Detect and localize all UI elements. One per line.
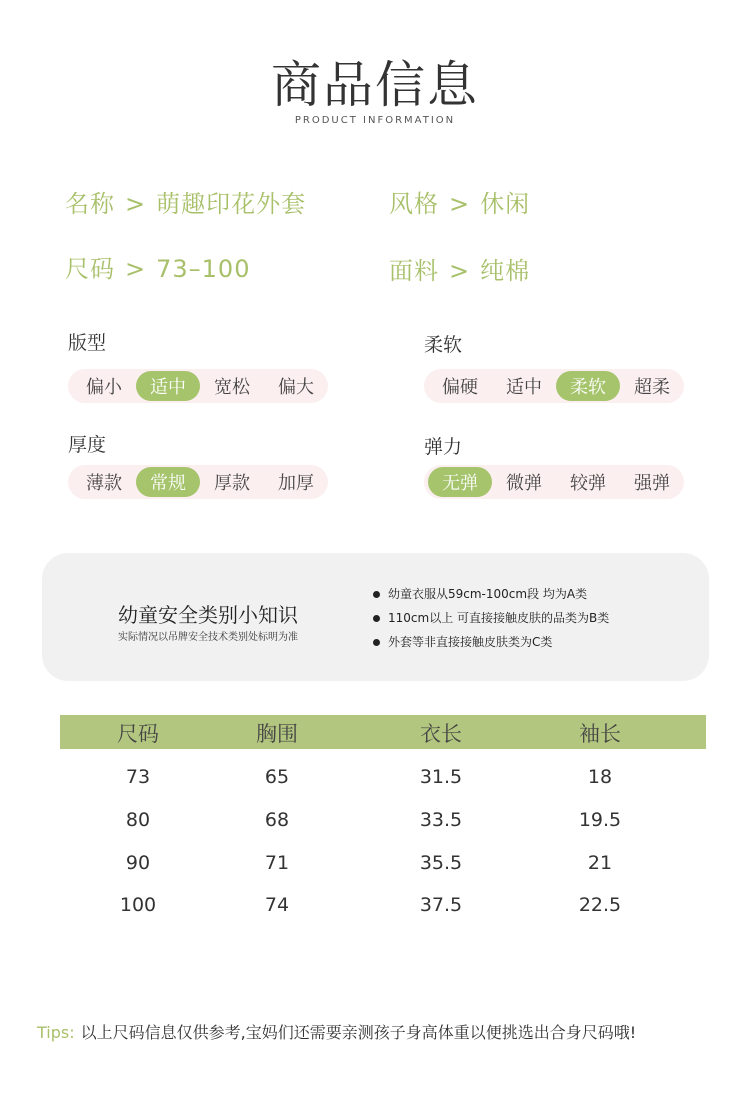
thickness-option[interactable]: 加厚 xyxy=(278,473,314,494)
elasticity-option[interactable]: 微弹 xyxy=(506,473,542,494)
fit-option[interactable]: 偏大 xyxy=(278,377,314,398)
size-table-header-cell: 尺码 xyxy=(117,722,159,746)
page-subtitle: PRODUCT INFORMATION xyxy=(294,115,456,126)
softness-option[interactable]: 偏硬 xyxy=(442,377,478,398)
size-table-cell: 22.5 xyxy=(578,894,622,916)
size-table-cell: 73 xyxy=(125,766,151,788)
thickness-label: 厚度 xyxy=(68,434,107,456)
info-fabric-sep: > xyxy=(449,257,471,285)
info-style-sep: > xyxy=(449,190,471,218)
size-table-cell: 71 xyxy=(264,852,290,874)
size-table-cell: 19.5 xyxy=(578,809,622,831)
size-table-cell: 68 xyxy=(264,809,290,831)
softness-option[interactable]: 超柔 xyxy=(634,377,670,398)
info-style-value: 休闲 xyxy=(480,190,531,218)
safety-subtitle: 实际情况以吊牌安全技术类别处标明为准 xyxy=(118,632,298,643)
size-table-cell: 37.5 xyxy=(419,894,463,916)
bullet-dot-icon xyxy=(373,591,380,598)
tips xyxy=(37,1020,636,1043)
size-table-cell: 35.5 xyxy=(419,852,463,874)
info-size xyxy=(65,249,250,284)
bullet-text: 幼童衣服从59cm-100cm段 均为A类 xyxy=(388,587,588,601)
elasticity-option[interactable]: 强弹 xyxy=(634,473,670,494)
bullet-item xyxy=(373,582,609,606)
size-table-cell: 100 xyxy=(119,894,157,916)
fit-option[interactable]: 适中 xyxy=(136,371,200,401)
bullet-dot-icon xyxy=(373,615,380,622)
size-table-header-cell: 袖长 xyxy=(579,722,621,746)
size-table-header-cell: 胸围 xyxy=(256,722,298,746)
size-table-cell: 33.5 xyxy=(419,809,463,831)
tips-text: 以上尺码信息仅供参考,宝妈们还需要亲测孩子身高体重以便挑选出合身尺码哦! xyxy=(80,1023,637,1042)
info-fabric xyxy=(389,251,530,286)
thickness-option[interactable]: 厚款 xyxy=(214,473,250,494)
info-size-value: 73–100 xyxy=(156,255,251,283)
info-style-key: 风格 xyxy=(389,190,439,218)
fit-option[interactable]: 宽松 xyxy=(214,377,250,398)
softness-option[interactable]: 柔软 xyxy=(556,371,620,401)
tips-label: Tips: xyxy=(37,1023,75,1042)
info-name-key: 名称 xyxy=(65,190,115,218)
info-name xyxy=(65,184,306,219)
softness-option[interactable]: 适中 xyxy=(506,377,542,398)
bullet-text: 外套等非直接接触皮肤类为C类 xyxy=(388,635,553,649)
info-fabric-key: 面料 xyxy=(389,257,439,285)
info-size-sep: > xyxy=(125,255,147,283)
info-name-sep: > xyxy=(125,190,147,218)
fit-option[interactable]: 偏小 xyxy=(86,377,122,398)
size-table-cell: 18 xyxy=(587,766,613,788)
size-table-cell: 90 xyxy=(125,852,151,874)
fit-options xyxy=(68,369,328,403)
size-table-cell: 80 xyxy=(125,809,151,831)
size-table-cell: 31.5 xyxy=(419,766,463,788)
elasticity-options xyxy=(424,465,684,499)
thickness-option[interactable]: 薄款 xyxy=(86,473,122,494)
bullet-item xyxy=(373,630,609,654)
size-table-cell: 65 xyxy=(264,766,290,788)
elasticity-option[interactable]: 较弹 xyxy=(570,473,606,494)
bullet-item xyxy=(373,606,609,630)
elasticity-option[interactable]: 无弹 xyxy=(428,467,492,497)
size-table-header-cell: 衣长 xyxy=(420,722,462,746)
info-size-key: 尺码 xyxy=(65,255,115,283)
page-title: 商品信息 xyxy=(271,56,479,114)
size-table-cell: 21 xyxy=(587,852,613,874)
info-fabric-value: 纯棉 xyxy=(480,257,531,285)
fit-label: 版型 xyxy=(68,332,107,354)
elasticity-label: 弹力 xyxy=(424,436,463,458)
thickness-option[interactable]: 常规 xyxy=(136,467,200,497)
softness-label: 柔软 xyxy=(424,334,463,356)
info-style xyxy=(389,184,530,219)
softness-options xyxy=(424,369,684,403)
thickness-options xyxy=(68,465,328,499)
safety-bullets xyxy=(373,582,609,654)
size-table-cell: 74 xyxy=(264,894,290,916)
info-name-value: 萌趣印花外套 xyxy=(156,190,307,218)
bullet-text: 110cm以上 可直接接触皮肤的品类为B类 xyxy=(388,611,610,625)
safety-title: 幼童安全类别小知识 xyxy=(118,603,298,627)
bullet-dot-icon xyxy=(373,639,380,646)
